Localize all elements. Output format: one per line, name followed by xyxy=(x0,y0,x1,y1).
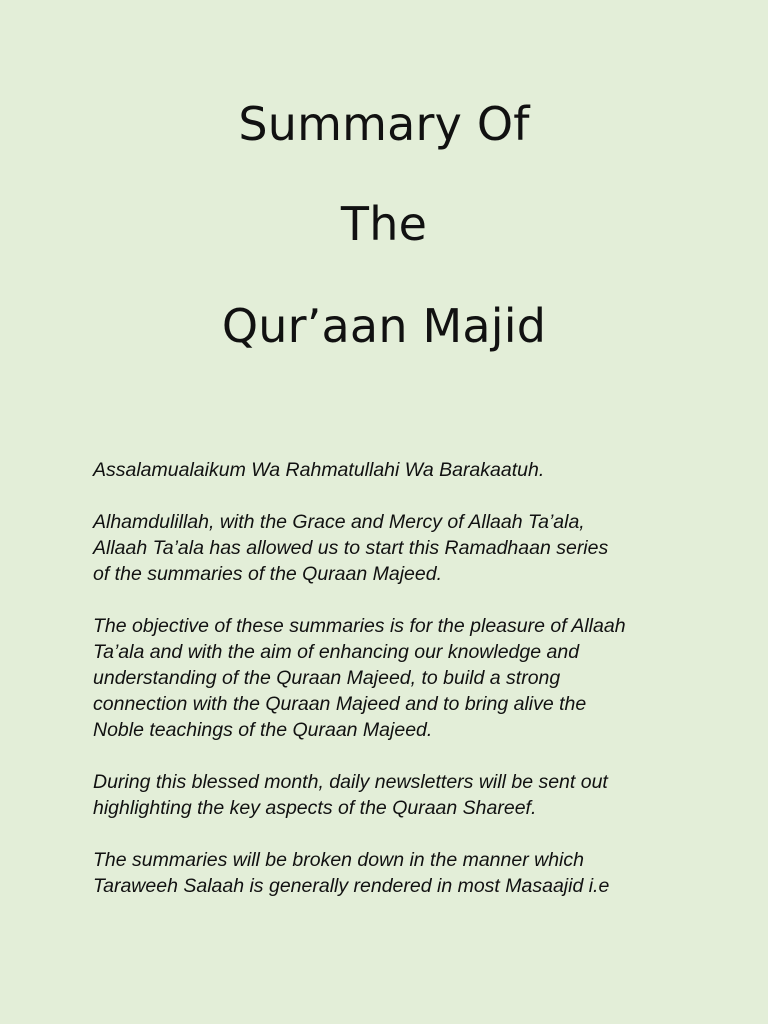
title-line-3: Qur’aan Majid xyxy=(221,299,547,353)
paragraph-line: The summaries will be broken down in the manner which xyxy=(93,849,584,871)
paragraph-line: During this blessed month, daily newsletters will be sent out xyxy=(93,771,608,793)
document-body xyxy=(93,457,693,925)
paragraph-newsletters xyxy=(93,769,693,821)
paragraph-greeting xyxy=(93,457,693,483)
paragraph-line: understanding of the Quraan Majeed, to build a strong xyxy=(93,667,561,689)
paragraph-line: Noble teachings of the Quraan Majeed. xyxy=(93,719,433,741)
paragraph-line: Alhamdulillah, with the Grace and Mercy of Allaah Ta’ala, xyxy=(93,511,585,533)
paragraph-line: Allaah Ta’ala has allowed us to start this Ramadhaan series xyxy=(93,537,609,559)
paragraph-objective xyxy=(93,613,693,743)
title-line-1: Summary Of xyxy=(238,97,530,151)
paragraph-line: Ta’ala and with the aim of enhancing our knowledge and xyxy=(93,641,580,663)
paragraph-breakdown xyxy=(93,847,693,899)
paragraph-line: highlighting the key aspects of the Quraan Shareef. xyxy=(93,797,537,819)
title-line-2: The xyxy=(340,197,428,251)
paragraph-line: Taraweeh Salaah is generally rendered in most Masaajid i.e xyxy=(93,875,610,897)
paragraph-line: The objective of these summaries is for the pleasure of Allaah xyxy=(93,615,626,637)
paragraph-introduction xyxy=(93,509,693,587)
paragraph-line: connection with the Quraan Majeed and to bring alive the xyxy=(93,693,587,715)
paragraph-line: of the summaries of the Quraan Majeed. xyxy=(93,563,443,585)
paragraph-line: Assalamualaikum Wa Rahmatullahi Wa Barakaatuh. xyxy=(93,459,545,481)
